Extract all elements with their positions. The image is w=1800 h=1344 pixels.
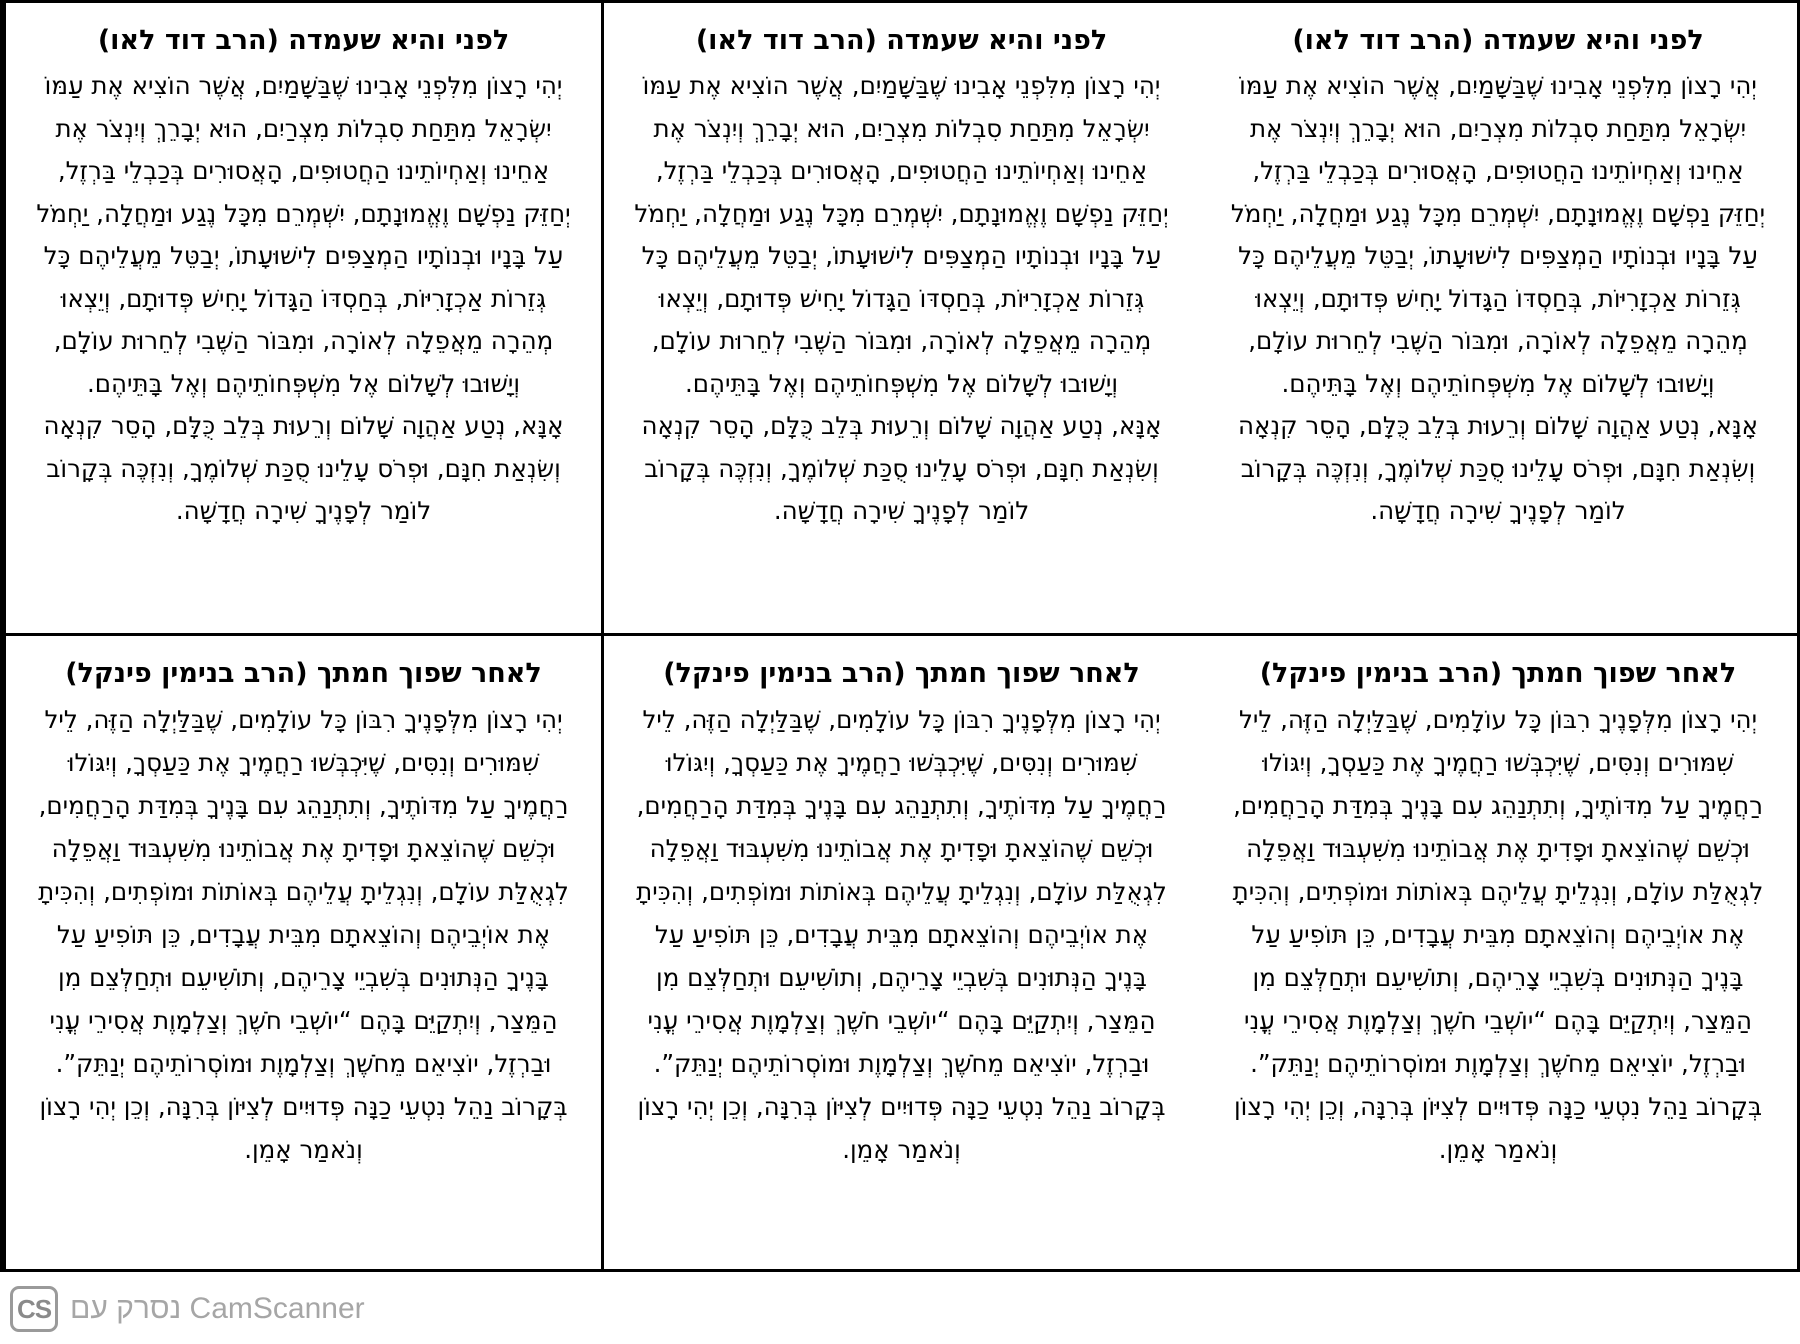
prayer-paragraph: יְהִי רָצוֹן מִלִּפְנֵי אָבִינוּ שֶׁבַּשָּׁמַיִם, אֲשֶׁר הוֹצִיא אֶת עַמּוֹ יִשְׂרָאֵל מִתַּחַת סִבְלוֹת מִצְרַיִם, הוּא יְבָרֵךְ וְיִנְצֹר אֶת אַחֵינוּ וְאַחְיוֹתֵינוּ הַחֲטוּפִים, הָאֲסוּרִים בְּכַבְלֵי בַּרְזֶל, יְחַזֵּק נַפְשָׁם וֶאֱמוּנָתָם, יִשְׁמְרֵם מִכָּל נֶגַע וּמַחֲלָה, יַחְמֹל עַל בָּנָיו וּבְנוֹתָיו הַמְצַפִּים לִישׁוּעָתוֹ, יְבַטֵּל מֵעֲלֵיהֶם כָּל גְּזֵרוֹת אַכְזָרִיּוֹת, בְּחַסְדּוֹ הַגָּדוֹל יָחִישׁ פְּדוּתָם, וְיֵצְאוּ מְהֵרָה מֵאֲפֵלָה לְאוֹרָה, וּמִבּוֹר הַשֶּׁבִי לְחֵרוּת עוֹלָם, וְיָשׁוּבוּ לְשָׁלוֹם אֶל מִשְׁפְּחוֹתֵיהֶם וְאֶל בָּתֵּיהֶם. (1230, 71, 1766, 398)
prayer-title: לאחר שפוך חמתך (הרב בנימין פינקל) (1259, 658, 1737, 689)
prayer-paragraph: יְהִי רָצוֹן מִלְּפָנֶיךָ רִבּוֹן כָּל עוֹלָמִים, שֶׁבַּלַּיְלָה הַזֶּה, לֵיל שִׁמּוּרִים וְנִסִּים, שֶׁיִּכְבְּשׁוּ רַחֲמֶיךָ אֶת כַּעַסְךָ, וְיִגּוֹלוּ רַחֲמֶיךָ עַל מִדּוֹתֶיךָ, וְתִתְנַהֵג עִם בָּנֶיךָ בְּמִדַּת הָרַחֲמִים, וּכְשֵׁם שֶׁהוֹצֵאתָ וּפָדִיתָ אֶת אֲבוֹתֵינוּ מִשִּׁעְבּוּד וַאֲפֵלָה לִגְאֻלַּת עוֹלָם, וְנִגְלֵיתָ עֲלֵיהֶם בְּאוֹתוֹת וּמוֹפְתִים, וְהִכִּיתָ אֶת אוֹיְבֵיהֶם וְהוֹצֵאתָם מִבֵּית עֲבָדִים, כֵּן תּוֹפִיעַ עַל בָּנֶיךָ הַנְּתוּנִים בְּשִׁבְיֵי צָרֵיהֶם, וְתוֹשִׁיעֵם וּתְחַלְּצֵם מִן הַמֵּצַר, וְיִתְקַיֵּם בָּהֶם “יוֹשְׁבֵי חֹשֶׁךְ וְצַלְמָוֶת אֲסִירֵי עֳנִי וּבַרְזֶל, יוֹצִיאֵם מֵחֹשֶׁךְ וְצַלְמָוֶת וּמוֹסְרוֹתֵיהֶם יְנַתֵּק”. בְּקָרוֹב נַהֵל נִטְעֵי כַנָּה פְּדוּיִים לְצִיּוֹן בְּרִנָּה, וְכֵן יְהִי רָצוֹן וְנֹאמַר אָמֵן. (38, 705, 569, 1164)
prayer-text (632, 698, 1171, 1171)
prayer-title: לאחר שפוך חמתך (הרב בנימין פינקל) (65, 658, 542, 689)
prayer-card-bottom-right (1199, 636, 1797, 1269)
prayer-text (34, 65, 573, 533)
prayer-paragraph: אָנָּא, נְטַע אַהֲוָה שָׁלוֹם וְרֵעוּת בְּלֵב כֻּלָּם, הָסֵר קִנְאָה וְשִׂנְאַת חִנָּם, וּפְרֹס עָלֵינוּ סֻכַּת שְׁלוֹמֶךָ, וְנִזְכֶּה בְּקָרוֹב לוֹמַר לְפָנֶיךָ שִׁירָה חֲדָשָׁה. (1237, 411, 1759, 525)
prayer-text (1227, 65, 1769, 533)
prayer-card-top-right (1199, 3, 1797, 636)
prayer-title: לפני והיא שעמדה (הרב דוד לאו) (97, 25, 510, 56)
prayer-paragraph: אָנָּא, נְטַע אַהֲוָה שָׁלוֹם וְרֵעוּת בְּלֵב כֻּלָּם, הָסֵר קִנְאָה וְשִׂנְאַת חִנָּם, וּפְרֹס עָלֵינוּ סֻכַּת שְׁלוֹמֶךָ, וְנִזְכֶּה בְּקָרוֹב לוֹמַר לְפָנֶיךָ שִׁירָה חֲדָשָׁה. (641, 411, 1162, 525)
prayer-title: לפני והיא שעמדה (הרב דוד לאו) (695, 25, 1108, 56)
prayer-paragraph: אָנָּא, נְטַע אַהֲוָה שָׁלוֹם וְרֵעוּת בְּלֵב כֻּלָּם, הָסֵר קִנְאָה וְשִׂנְאַת חִנָּם, וּפְרֹס עָלֵינוּ סֻכַּת שְׁלוֹמֶךָ, וְנִזְכֶּה בְּקָרוֹב לוֹמַר לְפָנֶיךָ שִׁירָה חֲדָשָׁה. (43, 411, 564, 525)
prayer-title: לאחר שפוך חמתך (הרב בנימין פינקל) (663, 658, 1140, 689)
prayer-text (632, 65, 1171, 533)
prayer-paragraph: יְהִי רָצוֹן מִלִּפְנֵי אָבִינוּ שֶׁבַּשָּׁמַיִם, אֲשֶׁר הוֹצִיא אֶת עַמּוֹ יִשְׂרָאֵל מִתַּחַת סִבְלוֹת מִצְרַיִם, הוּא יְבָרֵךְ וְיִנְצֹר אֶת אַחֵינוּ וְאַחְיוֹתֵינוּ הַחֲטוּפִים, הָאֲסוּרִים בְּכַבְלֵי בַּרְזֶל, יְחַזֵּק נַפְשָׁם וֶאֱמוּנָתָם, יִשְׁמְרֵם מִכָּל נֶגַע וּמַחֲלָה, יַחְמֹל עַל בָּנָיו וּבְנוֹתָיו הַמְצַפִּים לִישׁוּעָתוֹ, יְבַטֵּל מֵעֲלֵיהֶם כָּל גְּזֵרוֹת אַכְזָרִיּוֹת, בְּחַסְדּוֹ הַגָּדוֹל יָחִישׁ פְּדוּתָם, וְיֵצְאוּ מְהֵרָה מֵאֲפֵלָה לְאוֹרָה, וּמִבּוֹר הַשֶּׁבִי לְחֵרוּת עוֹלָם, וְיָשׁוּבוּ לְשָׁלוֹם אֶל מִשְׁפְּחוֹתֵיהֶם וְאֶל בָּתֵּיהֶם. (634, 71, 1169, 398)
camscanner-logo-icon: CS (10, 1286, 58, 1332)
prayer-card-bottom-left (3, 636, 601, 1269)
prayer-paragraph: יְהִי רָצוֹן מִלִּפְנֵי אָבִינוּ שֶׁבַּשָּׁמַיִם, אֲשֶׁר הוֹצִיא אֶת עַמּוֹ יִשְׂרָאֵל מִתַּחַת סִבְלוֹת מִצְרַיִם, הוּא יְבָרֵךְ וְיִנְצֹר אֶת אַחֵינוּ וְאַחְיוֹתֵינוּ הַחֲטוּפִים, הָאֲסוּרִים בְּכַבְלֵי בַּרְזֶל, יְחַזֵּק נַפְשָׁם וֶאֱמוּנָתָם, יִשְׁמְרֵם מִכָּל נֶגַע וּמַחֲלָה, יַחְמֹל עַל בָּנָיו וּבְנוֹתָיו הַמְצַפִּים לִישׁוּעָתוֹ, יְבַטֵּל מֵעֲלֵיהֶם כָּל גְּזֵרוֹת אַכְזָרִיּוֹת, בְּחַסְדּוֹ הַגָּדוֹל יָחִישׁ פְּדוּתָם, וְיֵצְאוּ מְהֵרָה מֵאֲפֵלָה לְאוֹרָה, וּמִבּוֹר הַשֶּׁבִי לְחֵרוּת עוֹלָם, וְיָשׁוּבוּ לְשָׁלוֹם אֶל מִשְׁפְּחוֹתֵיהֶם וְאֶל בָּתֵּיהֶם. (36, 71, 571, 398)
prayer-card-top-center (601, 3, 1199, 636)
prayer-paragraph: יְהִי רָצוֹן מִלְּפָנֶיךָ רִבּוֹן כָּל עוֹלָמִים, שֶׁבַּלַּיְלָה הַזֶּה, לֵיל שִׁמּוּרִים וְנִסִּים, שֶׁיִּכְבְּשׁוּ רַחֲמֶיךָ אֶת כַּעַסְךָ, וְיִגּוֹלוּ רַחֲמֶיךָ עַל מִדּוֹתֶיךָ, וְתִתְנַהֵג עִם בָּנֶיךָ בְּמִדַּת הָרַחֲמִים, וּכְשֵׁם שֶׁהוֹצֵאתָ וּפָדִיתָ אֶת אֲבוֹתֵינוּ מִשִּׁעְבּוּד וַאֲפֵלָה לִגְאֻלַּת עוֹלָם, וְנִגְלֵיתָ עֲלֵיהֶם בְּאוֹתוֹת וּמוֹפְתִים, וְהִכִּיתָ אֶת אוֹיְבֵיהֶם וְהוֹצֵאתָם מִבֵּית עֲבָדִים, כֵּן תּוֹפִיעַ עַל בָּנֶיךָ הַנְּתוּנִים בְּשִׁבְיֵי צָרֵיהֶם, וְתוֹשִׁיעֵם וּתְחַלְּצֵם מִן הַמֵּצַר, וְיִתְקַיֵּם בָּהֶם “יוֹשְׁבֵי חֹשֶׁךְ וְצַלְמָוֶת אֲסִירֵי עֳנִי וּבַרְזֶל, יוֹצִיאֵם מֵחֹשֶׁךְ וְצַלְמָוֶת וּמוֹסְרוֹתֵיהֶם יְנַתֵּק”. בְּקָרוֹב נַהֵל נִטְעֵי כַנָּה פְּדוּיִים לְצִיּוֹן בְּרִנָּה, וְכֵן יְהִי רָצוֹן וְנֹאמַר אָמֵן. (636, 705, 1167, 1164)
prayer-title: לפני והיא שעמדה (הרב דוד לאו) (1292, 25, 1704, 56)
prayer-paragraph: יְהִי רָצוֹן מִלְּפָנֶיךָ רִבּוֹן כָּל עוֹלָמִים, שֶׁבַּלַּיְלָה הַזֶּה, לֵיל שִׁמּוּרִים וְנִסִּים, שֶׁיִּכְבְּשׁוּ רַחֲמֶיךָ אֶת כַּעַסְךָ, וְיִגּוֹלוּ רַחֲמֶיךָ עַל מִדּוֹתֶיךָ, וְתִתְנַהֵג עִם בָּנֶיךָ בְּמִדַּת הָרַחֲמִים, וּכְשֵׁם שֶׁהוֹצֵאתָ וּפָדִיתָ אֶת אֲבוֹתֵינוּ מִשִּׁעְבּוּד וַאֲפֵלָה לִגְאֻלַּת עוֹלָם, וְנִגְלֵיתָ עֲלֵיהֶם בְּאוֹתוֹת וּמוֹפְתִים, וְהִכִּיתָ אֶת אוֹיְבֵיהֶם וְהוֹצֵאתָם מִבֵּית עֲבָדִים, כֵּן תּוֹפִיעַ עַל בָּנֶיךָ הַנְּתוּנִים בְּשִׁבְיֵי צָרֵיהֶם, וְתוֹשִׁיעֵם וּתְחַלְּצֵם מִן הַמֵּצַר, וְיִתְקַיֵּם בָּהֶם “יוֹשְׁבֵי חֹשֶׁךְ וְצַלְמָוֶת אֲסִירֵי עֳנִי וּבַרְזֶל, יוֹצִיאֵם מֵחֹשֶׁךְ וְצַלְמָוֶת וּמוֹסְרוֹתֵיהֶם יְנַתֵּק”. בְּקָרוֹב נַהֵל נִטְעֵי כַנָּה פְּדוּיִים לְצִיּוֹן בְּרִנָּה, וְכֵן יְהִי רָצוֹן וְנֹאמַר אָמֵן. (1232, 705, 1764, 1164)
prayer-card-top-left (3, 3, 601, 636)
prayer-card-bottom-center (601, 636, 1199, 1269)
scanner-watermark (10, 1283, 365, 1335)
watermark-text: נסרק עם CamScanner (70, 1292, 365, 1325)
prayer-text (1227, 698, 1769, 1171)
prayer-text (34, 698, 573, 1171)
